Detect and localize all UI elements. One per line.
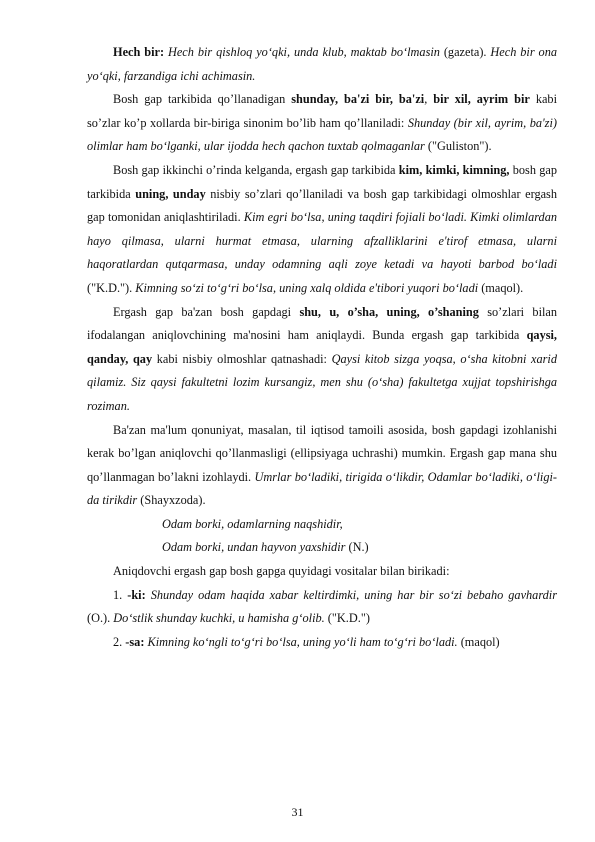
paragraph	[87, 301, 557, 419]
bold-term: shu, u, o’sha, uning, o’shaning	[299, 304, 479, 319]
bold-term: -sa:	[125, 634, 145, 649]
italic-example: Odam borki, odamlarning naqshidir,	[162, 516, 343, 531]
italic-example: Odam borki, undan hayvon yaxshidir	[162, 540, 346, 555]
text-run: so’zlari bilan ifodalangan aniqlovchining ma'nosini ham aniqlaydi. Bunda ergash gap tarkibida	[87, 304, 558, 343]
text-run: (maqol)	[457, 634, 500, 649]
text-run: ("Guliston").	[424, 139, 492, 154]
paragraph	[87, 419, 557, 513]
bold-term: uning, unday	[135, 186, 206, 201]
bold-term: kim, kimki, kimning,	[398, 162, 510, 177]
italic-example: Shunday (bir xil, ayrim, ba'zi) olimlar ham bo‘lganki, ular ijodda hech qachon tuxtab qolmaganlar	[87, 115, 557, 154]
text-run: Bosh gap ikkinchi o’rinda kelganda, ergash gap tarkibida	[113, 162, 399, 177]
verse-line	[87, 536, 557, 560]
text-run: kabi nisbiy olmoshlar qatnashadi:	[152, 351, 332, 366]
bold-term: bir xil, ayrim bir	[433, 92, 530, 107]
text-run: 1.	[113, 587, 128, 602]
italic-example: Do‘stlik shunday kuchki, u hamisha g‘olib.	[113, 611, 325, 626]
text-run: ,	[424, 92, 434, 107]
text-run: kabi so’zlar ko’p xollarda bir-biriga sinonim bo’lib ham qo’llaniladi:	[87, 92, 557, 130]
bold-term: shunday, ba'zi bir, ba'zi	[291, 92, 425, 107]
italic-example: Kimning ko‘ngli to‘g‘ri bo‘lsa, uning yo‘li ham to‘g‘ri bo‘ladi.	[147, 634, 458, 649]
paragraph	[87, 584, 557, 631]
text-run: (Shayxzoda).	[137, 493, 206, 508]
document-body	[87, 41, 557, 654]
italic-example: Hech bir qishloq yo‘qki, unda klub, maktab bo‘lmasin	[167, 45, 440, 59]
bold-term: Hech bir:	[113, 45, 165, 59]
italic-example: Kim egri bo‘lsa, uning taqdiri fojiali bo‘ladi. Kimki olimlardan hayo qilmasa, ularni hurmat etmasa, ularning afzalliklarini e'tirof etmasa, ularni haqoratlardan qutqarmasa, unday odamning aqli zoye ketadi va hayoti barbod bo‘ladi	[87, 210, 557, 272]
text-run: Aniqdovchi ergash gap bosh gapga quyidagi vositalar bilan birikadi:	[113, 564, 450, 579]
paragraph	[87, 88, 557, 159]
text-run: (gazeta).	[439, 45, 491, 59]
text-run: (maqol).	[478, 280, 524, 295]
text-run: Ba'zan ma'lum qonuniyat, masalan, til iqtisod tamoili asosida, bosh gapdagi izohlanishi kerak bo’lgan aniqlovchi qo’llanmasligi (ellipsiyaga uchrashi) mumkin. Ergash gap mana shu qo’llanmagan bo’lakni izohlaydi.	[87, 422, 557, 484]
text-run: 2.	[113, 634, 126, 649]
verse-line	[87, 513, 557, 537]
bold-term: -ki:	[127, 587, 146, 602]
paragraph	[87, 41, 557, 88]
text-run: Ergash gap ba'zan bosh gapdagi	[113, 304, 300, 319]
text-run: ("K.D.")	[324, 611, 370, 626]
italic-example: Hech bir ona yo‘qki, farzandiga ichi achimasin.	[87, 45, 557, 83]
paragraph	[87, 560, 557, 584]
bold-term: qaysi, qanday, qay	[87, 328, 557, 366]
text-run: ("K.D.").	[87, 280, 136, 295]
text-run: nisbiy so’zlari qo’llaniladi va bosh gap tarkibidagi olmoshlar ergash gap tomonidan aniqlashtiriladi.	[87, 186, 557, 225]
italic-example: Shunday odam haqida xabar keltirdimki, uning har bir so‘zi bebaho gavhardir	[150, 587, 557, 602]
text-run: (N.)	[345, 540, 369, 555]
text-run: Bosh gap tarkibida qo’llanadigan	[113, 92, 292, 107]
text-run: bosh gap tarkibida	[87, 162, 557, 201]
text-run: (O.).	[87, 611, 114, 626]
paragraph	[87, 631, 557, 655]
paragraph	[87, 159, 557, 301]
italic-example: Kimning so‘zi to‘g‘ri bo‘lsa, uning xalq oldida e'tibori yuqori bo‘ladi	[135, 280, 479, 295]
italic-example: Qaysi kitob sizga yoqsa, o‘sha kitobni xarid qilamiz. Siz qaysi fakultetni lozim kursangiz, men shu (o‘sha) fakultetga xujjat topshirishga roziman.	[87, 351, 557, 413]
page-number: 31	[291, 805, 304, 819]
italic-example: Umrlar bo‘ladiki, tirigida o‘likdir, Odamlar bo‘ladiki, o‘ligi-da tirikdir	[87, 469, 557, 508]
